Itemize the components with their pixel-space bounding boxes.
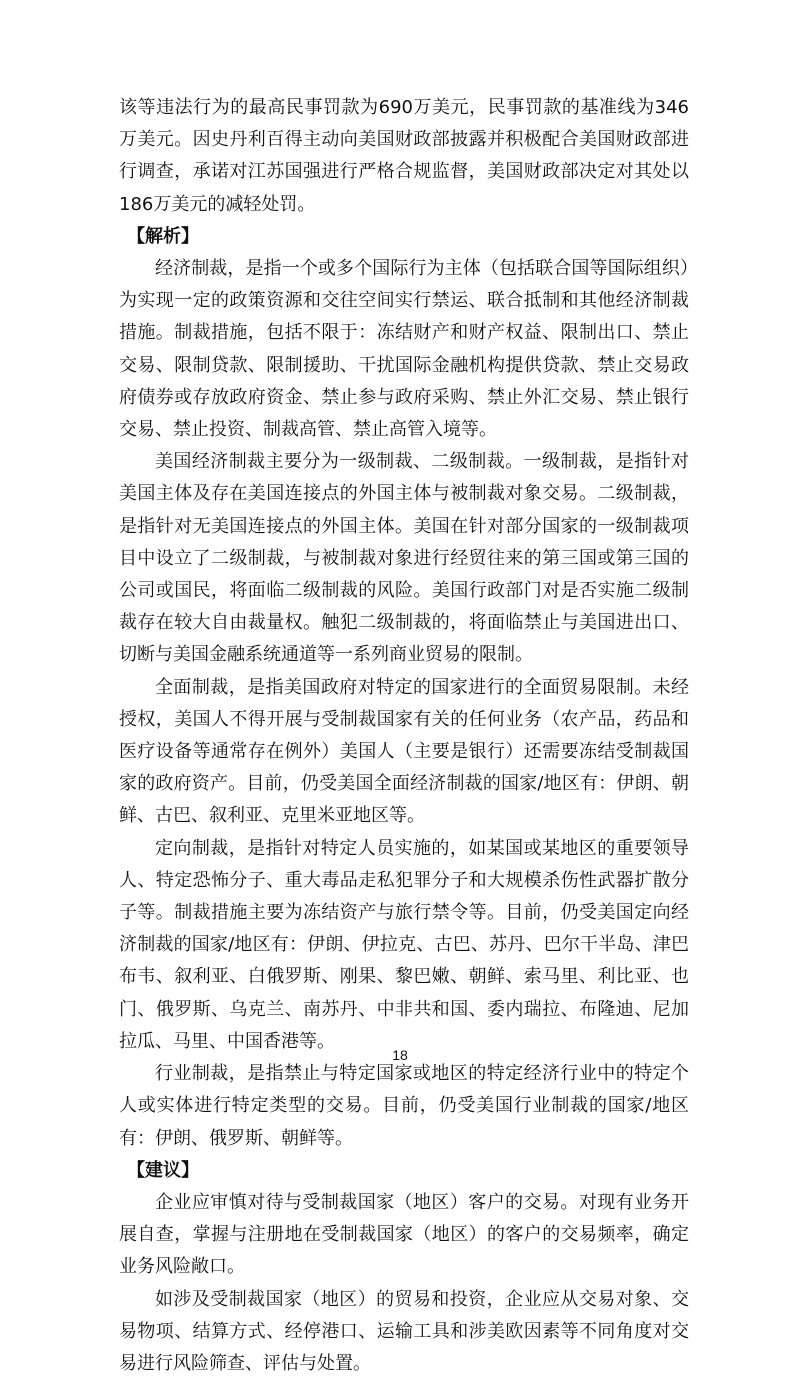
paragraph-primary-secondary-sanctions: 美国经济制裁主要分为一级制裁、二级制裁。一级制裁，是指针对美国主体及存在美国连接点的外国主体与被制裁对象交易。二级制裁，是指针对无美国连接点的外国主体。美国在针对部分国家的一级制裁项目中设立了二级制裁，与被制裁对象进行经贸往来的第三国或第三国的公司或国民，将面临二级制裁的风险。美国行政部门对是否实施二级制裁存在较大自由裁量权。触犯二级制裁的，将面临禁止与美国进出口、切断与美国金融系统通道等一系列商业贸易的限制。 bbox=[119, 451, 689, 666]
paragraph-sectoral-sanctions: 行业制裁，是指禁止与特定国家或地区的特定经济行业中的特定个人或实体进行特定类型的交易。目前，仍受美国行业制裁的国家/地区有：伊朗、俄罗斯、朝鲜等。 bbox=[119, 1063, 689, 1149]
paragraph-targeted-sanctions: 定向制裁，是指针对特定人员实施的，如某国或某地区的重要领导人、特定恐怖分子、重大毒品走私犯罪分子和大规模杀伤性武器扩散分子等。制裁措施主要为冻结资产与旅行禁令等。目前，仍受美国定向经济制裁的国家/地区有：伊朗、伊拉克、古巴、苏丹、巴尔干半岛、津巴布韦、叙利亚、白俄罗斯、刚果、黎巴嫩、朝鲜、索马里、利比亚、也门、俄罗斯、乌克兰、南苏丹、中非共和国、委内瑞拉、布隆迪、尼加拉瓜、马里、中国香港等。 bbox=[119, 837, 689, 1052]
heading-recommendations: 【建议】 bbox=[127, 1159, 199, 1181]
paragraph-recommendation-review: 企业应审慎对待与受制裁国家（地区）客户的交易。对现有业务开展自查，掌握与注册地在受制裁国家（地区）的客户的交易频率，确定业务风险敞口。 bbox=[119, 1191, 689, 1278]
paragraph-comprehensive-sanctions: 全面制裁，是指美国政府对特定的国家进行的全面贸易限制。未经授权，美国人不得开展与受制裁国家有关的任何业务（农产品，药品和医疗设备等通常存在例外）美国人（主要是银行）还需要冻结受制裁国家的政府资产。目前，仍受美国全面经济制裁的国家/地区有：伊朗、朝鲜、古巴、叙利亚、克里米亚地区等。 bbox=[119, 676, 689, 827]
paragraph-penalty-summary: 该等违法行为的最高民事罚款为690万美元，民事罚款的基准线为346万美元。因史丹利百得主动向美国财政部披露并积极配合美国财政部进行调查，承诺对江苏国强进行严格合规监督，美国财政部决定对其处以186万美元的减轻处罚。 bbox=[119, 97, 689, 215]
document-body bbox=[119, 92, 689, 1380]
paragraph-recommendation-screening: 如涉及受制裁国家（地区）的贸易和投资，企业应从交易对象、交易物项、结算方式、经停港口、运输工具和涉美欧因素等不同角度对交易进行风险筛查、评估与处置。 bbox=[119, 1288, 689, 1374]
paragraph-economic-sanctions: 经济制裁，是指一个或多个国际行为主体（包括联合国等国际组织）为实现一定的政策资源和交往空间实行禁运、联合抵制和其他经济制裁措施。制裁措施，包括不限于：冻结财产和财产权益、限制出口、禁止交易、限制贷款、限制援助、干扰国际金融机构提供贷款、禁止交易政府债券或存放政府资金、禁止参与政府采购、禁止外汇交易、禁止银行交易、禁止投资、制裁高管、禁止高管入境等。 bbox=[119, 258, 689, 441]
heading-analysis: 【解析】 bbox=[127, 225, 199, 247]
page-number: 18 bbox=[392, 1047, 408, 1063]
